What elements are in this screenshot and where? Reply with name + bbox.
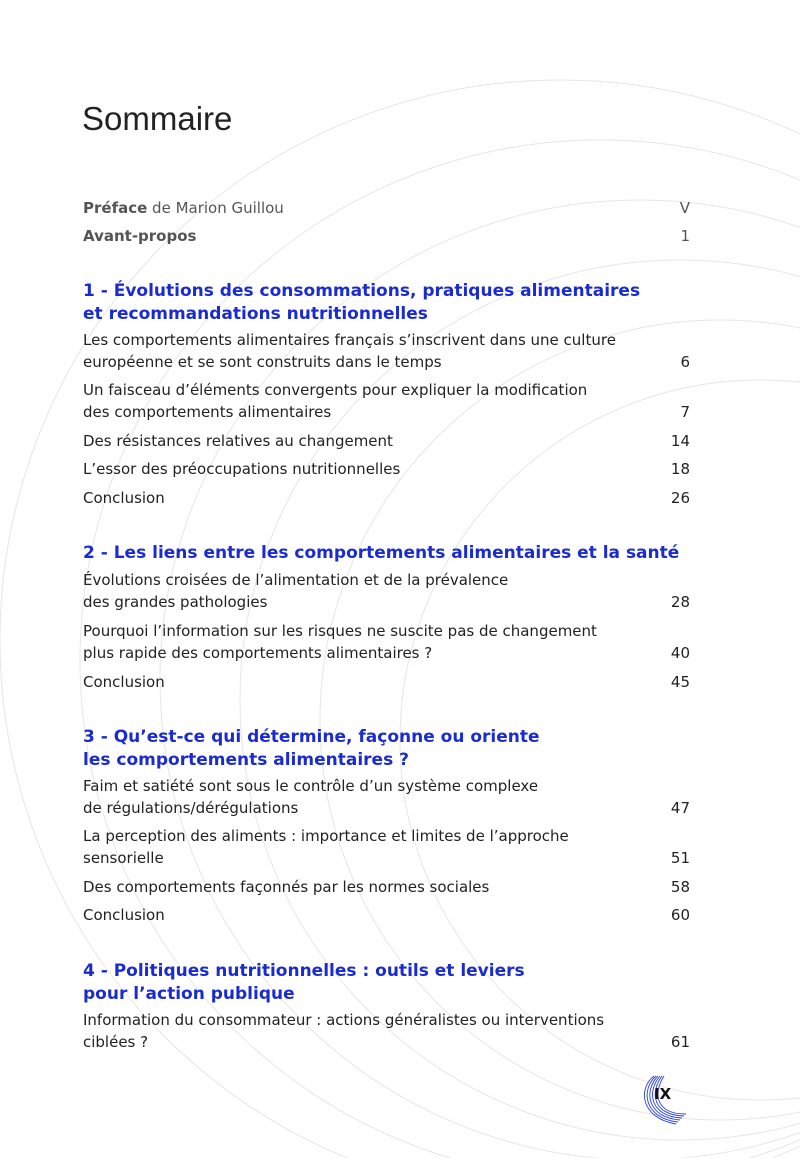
chapter-heading[interactable]: 1 - Évolutions des consommations, pratiques alimentaires et recommandations nutritionnelles bbox=[83, 281, 641, 324]
page-number: 61 bbox=[670, 1033, 690, 1051]
page-number: 45 bbox=[670, 673, 690, 691]
folio bbox=[636, 1074, 696, 1134]
toc-entry[interactable] bbox=[83, 876, 690, 898]
entry-text: La perception des aliments : importance et limites de l’approche sensorielle bbox=[83, 827, 569, 867]
toc-entry[interactable] bbox=[83, 904, 690, 926]
page-number: 60 bbox=[670, 906, 690, 924]
toc-entry-avant-propos[interactable] bbox=[83, 225, 690, 247]
page-number: 47 bbox=[670, 799, 690, 817]
chapter-heading[interactable]: 3 - Qu’est-ce qui détermine, façonne ou oriente les comportements alimentaires ? bbox=[83, 727, 540, 770]
entry-text: Information du consommateur : actions généralistes ou interventions ciblées ? bbox=[83, 1011, 605, 1051]
page-number: 7 bbox=[680, 403, 690, 421]
toc-entry[interactable] bbox=[83, 430, 690, 452]
entry-text: de Marion Guillou bbox=[147, 199, 284, 217]
entry-bold: Préface bbox=[83, 199, 148, 217]
toc-entry[interactable] bbox=[83, 620, 690, 664]
toc-entry[interactable] bbox=[83, 458, 690, 480]
entry-text: Évolutions croisées de l’alimentation et de la prévalence des grandes pathologies bbox=[83, 571, 509, 611]
entry-text: Conclusion bbox=[83, 906, 165, 924]
chapter-heading[interactable]: 2 - Les liens entre les comportements alimentaires et la santé bbox=[83, 543, 680, 563]
entry-text: Faim et satiété sont sous le contrôle d’un système complexe de régulations/dérégulations bbox=[83, 777, 539, 817]
entry-text: Un faisceau d’éléments convergents pour expliquer la modification des comportements alimentaires bbox=[83, 381, 588, 421]
toc-entry[interactable] bbox=[83, 825, 690, 869]
entry-bold: Avant-propos bbox=[83, 227, 197, 245]
toc-entry[interactable] bbox=[83, 487, 690, 509]
entry-text: Conclusion bbox=[83, 489, 165, 507]
folio-logo-icon bbox=[636, 1074, 696, 1134]
page-number: 28 bbox=[670, 593, 690, 611]
entry-text: Les comportements alimentaires français s’inscrivent dans une culture européenne et se sont construits dans le temps bbox=[83, 331, 616, 371]
page-number: 6 bbox=[680, 353, 690, 371]
folio-number: IX bbox=[654, 1085, 672, 1103]
page-number: 58 bbox=[670, 878, 690, 896]
toc-entry[interactable] bbox=[83, 379, 690, 423]
page-number: V bbox=[679, 199, 690, 217]
entry-text: Des résistances relatives au changement bbox=[83, 432, 393, 450]
toc-entry[interactable] bbox=[83, 569, 690, 613]
page-number: 26 bbox=[670, 489, 690, 507]
chapter-heading[interactable]: 4 - Politiques nutritionnelles : outils et leviers pour l’action publique bbox=[83, 961, 525, 1004]
toc-entry[interactable] bbox=[83, 1009, 690, 1053]
page-number: 14 bbox=[670, 432, 690, 450]
page-number: 18 bbox=[670, 460, 690, 478]
entry-text: L’essor des préoccupations nutritionnelles bbox=[83, 460, 401, 478]
toc-entry[interactable] bbox=[83, 671, 690, 693]
toc-entry-preface[interactable] bbox=[83, 197, 690, 219]
entry-text: Des comportements façonnés par les normes sociales bbox=[83, 878, 490, 896]
page-number: 40 bbox=[670, 644, 690, 662]
entry-text: Pourquoi l’information sur les risques ne suscite pas de changement plus rapide des comportements alimentaires ? bbox=[83, 622, 597, 662]
toc-entry[interactable] bbox=[83, 775, 690, 819]
page-title: Sommaire bbox=[82, 100, 233, 137]
page-number: 1 bbox=[680, 227, 690, 245]
toc-entry[interactable] bbox=[83, 329, 690, 373]
page-number: 51 bbox=[670, 849, 690, 867]
entry-text: Conclusion bbox=[83, 673, 165, 691]
